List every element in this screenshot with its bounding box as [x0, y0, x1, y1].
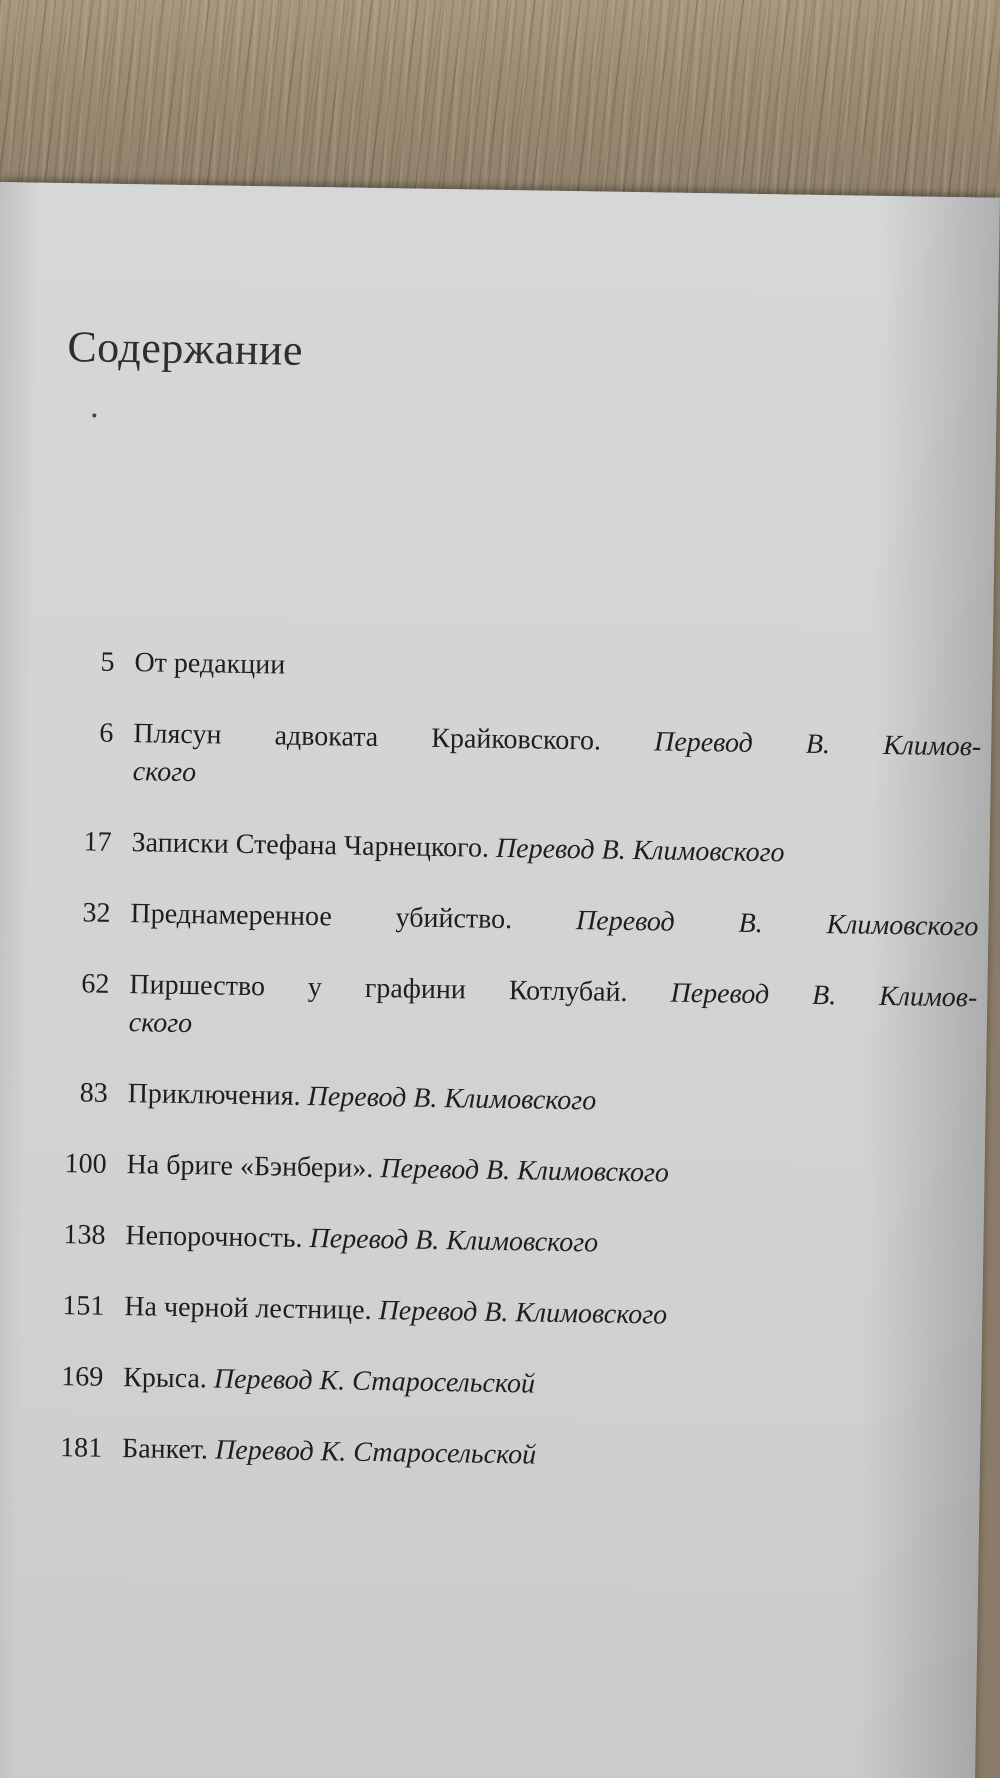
toc-entry — [48, 894, 978, 947]
toc-translator-continuation: ского — [128, 1007, 193, 1040]
toc-page-number: 138 — [63, 1219, 106, 1251]
toc-page-number: 169 — [60, 1361, 104, 1393]
toc-entry — [43, 1216, 973, 1269]
toc-page-number: 83 — [79, 1077, 108, 1109]
toc-translator: Перевод К. Старосельской — [213, 1363, 536, 1400]
toc-page-number: 32 — [82, 897, 111, 929]
toc-title: Плясун адвоката Крайковского. — [133, 718, 602, 757]
toc-entry — [40, 1429, 970, 1482]
toc-entry — [50, 714, 981, 805]
toc-translator: Перевод В. Климовского — [378, 1295, 668, 1331]
toc-entry — [42, 1287, 972, 1340]
toc-title: Крыса. — [122, 1362, 208, 1395]
toc-entry — [47, 965, 978, 1056]
toc-title: На бриге «Бэнбери». — [126, 1149, 374, 1184]
book-page — [0, 182, 1000, 1778]
toc-translator: Перевод В. Климов- — [670, 977, 978, 1014]
toc-title: Записки Стефана Чарнецкого. — [131, 827, 490, 864]
toc-title: Непорочность. — [125, 1220, 303, 1254]
toc-entry — [49, 823, 979, 876]
toc-page-number: 17 — [83, 826, 112, 858]
table-of-contents — [39, 643, 982, 1515]
toc-translator-continuation: ского — [132, 756, 197, 789]
page-title: Содержание — [67, 322, 304, 375]
toc-entry — [52, 643, 982, 696]
toc-title: Приключения. — [127, 1078, 301, 1112]
toc-translator: Перевод В. Климовского — [309, 1222, 599, 1259]
toc-translator: Перевод В. Климовского — [380, 1153, 670, 1189]
toc-title: На черной лестнице. — [124, 1291, 372, 1326]
toc-page-number: 151 — [62, 1290, 105, 1322]
toc-entry — [41, 1358, 971, 1411]
toc-translator: Перевод В. Климов- — [653, 726, 982, 763]
toc-page-number: 6 — [99, 717, 114, 749]
toc-title: Преднамеренное убийство. — [130, 898, 513, 936]
ink-dot — [92, 413, 96, 417]
toc-translator: Перевод В. Климовского — [575, 905, 979, 943]
toc-entry — [44, 1145, 974, 1198]
toc-page-number: 100 — [64, 1148, 107, 1180]
toc-translator: Перевод В. Климовского — [307, 1080, 597, 1117]
toc-page-number: 62 — [81, 968, 110, 1000]
toc-title: Пиршество у графини Котлубай. — [129, 969, 628, 1008]
toc-page-number: 5 — [100, 646, 115, 678]
toc-title: Банкет. — [121, 1433, 209, 1466]
toc-page-number: 181 — [59, 1432, 103, 1464]
toc-translator: Перевод В. Климовского — [495, 832, 785, 869]
wooden-table-background — [0, 0, 1000, 200]
toc-translator: Перевод К. Старосельской — [214, 1434, 537, 1471]
toc-title: От редакции — [134, 647, 286, 681]
toc-entry — [45, 1074, 975, 1127]
